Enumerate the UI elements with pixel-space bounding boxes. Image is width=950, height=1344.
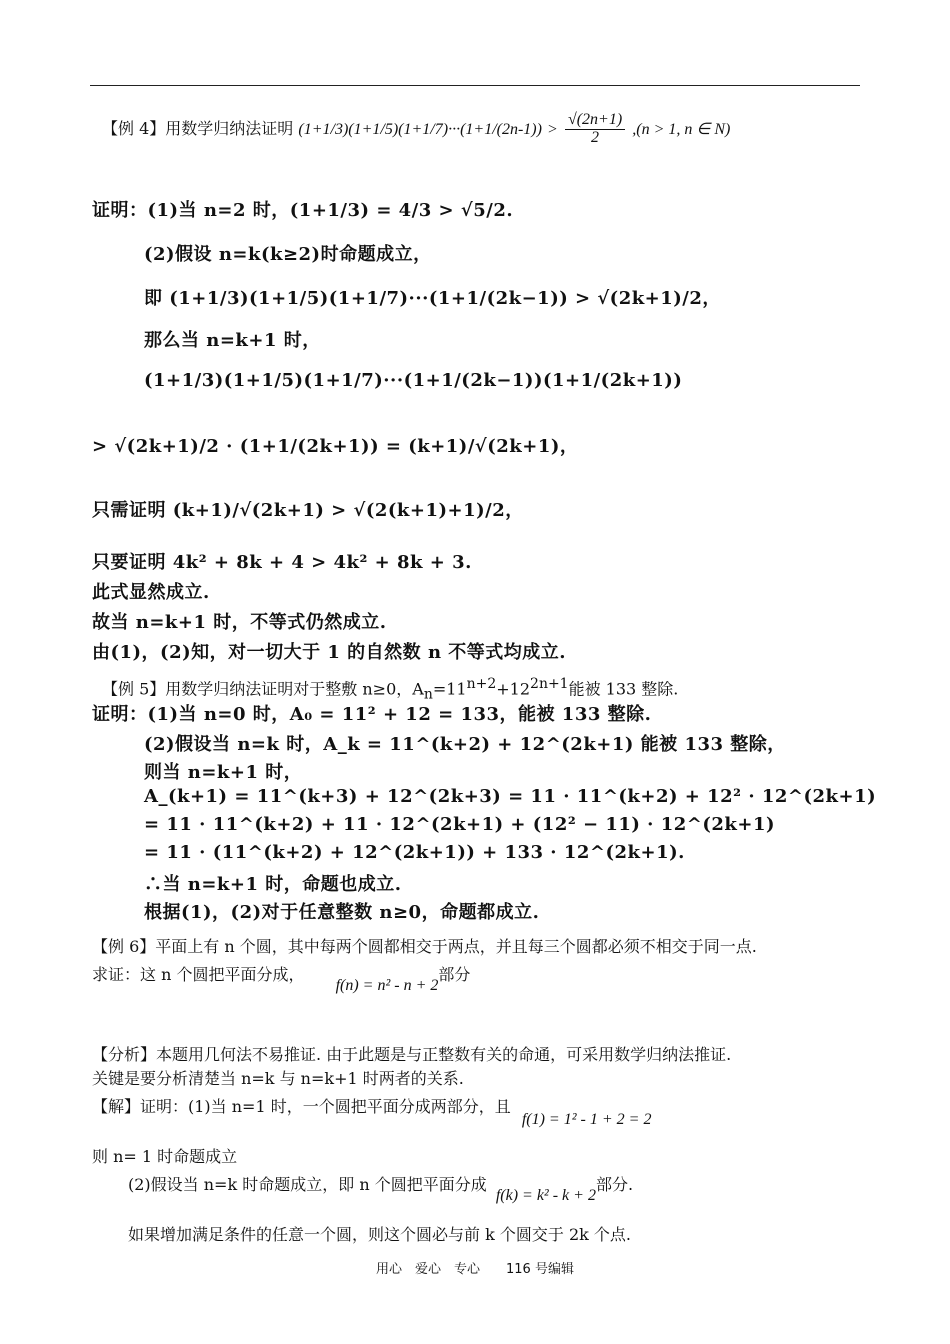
proof5-line2: (2)假设当 n=k 时，A_k = 11^(k+2) + 12^(2k+1) 能被 133 整除， — [144, 734, 786, 755]
proof4-line5: (1+1/3)(1+1/5)(1+1/7)···(1+1/(2k−1))(1+1/(2k+1)) — [144, 370, 683, 391]
solution-line2: 则 n= 1 时命题成立 — [92, 1147, 238, 1166]
ex4-rhs-den: 2 — [591, 128, 600, 146]
solution-line1 — [92, 1094, 652, 1128]
ex5-label: 【例 5】用数学归纳法证明对于整敷 n≥0，A — [102, 679, 424, 699]
proof4-line10: 故当 n=k+1 时，不等式仍然成立. — [92, 612, 387, 633]
ex4-rhs — [565, 112, 625, 147]
solution-line4: 如果增加满足条件的任意一个圆，则这个圆必与前 k 个圆交于 2k 个点. — [128, 1225, 632, 1244]
ex5-sup2: 2n+1 — [530, 676, 569, 692]
ex4-rhs-num: √(2n+1) — [565, 112, 625, 130]
proof5-line6: = 11 · (11^(k+2) + 12^(2k+1)) + 133 · 12^(2k+1). — [144, 842, 685, 863]
ex4-label: 【例 4】用数学归纳法证明 — [102, 118, 294, 138]
ex4-gt: > — [547, 120, 558, 138]
proof5-line4: A_(k+1) = 11^(k+3) + 12^(2k+3) = 11 · 11^(k+2) + 12² · 12^(2k+1) — [144, 786, 877, 807]
proof4-line3: 即 (1+1/3)(1+1/5)(1+1/7)···(1+1/(2k−1)) > √(2k+1)/2， — [144, 288, 721, 309]
page-footer: 用心 爱心 专心 116 号编辑 — [376, 1262, 574, 1277]
proof4-line1: 证明：(1)当 n=2 时，(1+1/3) = 4/3 > √5/2. — [92, 200, 514, 221]
ex5-tail: 能被 133 整除. — [568, 679, 679, 699]
ex5-sup1: n+2 — [466, 676, 497, 692]
analysis-line2: 关键是要分析清楚当 n=k 与 n=k+1 时两者的关系. — [92, 1069, 464, 1088]
ex6-formula: f(n) = n² - n + 2 — [335, 977, 439, 994]
ex6-line2-tail: 部分 — [438, 965, 471, 984]
proof4-line2: (2)假设 n=k(k≥2)时命题成立， — [144, 244, 432, 265]
ex6-line2 — [92, 962, 471, 994]
ex4-cond: ,(n > 1, n ∈ N) — [632, 120, 731, 138]
proof4-line9: 此式显然成立. — [92, 582, 210, 603]
ex4-lhs: (1+1/3)(1+1/5)(1+1/7)···(1+1/(2n-1)) — [298, 120, 542, 138]
ex6-line2-text: 求证：这 n 个圆把平面分成， — [92, 965, 305, 984]
analysis-line1: 【分析】本题用几何法不易推证. 由于此题是与正整数有关的命通，可采用数学归纳法推证. — [92, 1045, 732, 1064]
ex5-plus: +12 — [496, 679, 531, 699]
proof5-line5: = 11 · 11^(k+2) + 11 · 12^(2k+1) + (12² − 11) · 12^(2k+1) — [144, 814, 775, 835]
ex6-line1: 【例 6】平面上有 n 个圆，其中每两个圆都相交于两点，并且每三个圆都必须不相交于同一点. — [92, 937, 757, 956]
proof5-line3: 则当 n=k+1 时， — [144, 762, 303, 783]
header-rule — [90, 85, 860, 86]
ex5-statement — [102, 676, 678, 703]
solution-line3 — [128, 1172, 634, 1204]
solution-line1-text: 【解】证明：(1)当 n=1 时，一个圆把平面分成两部分，且 — [92, 1097, 511, 1116]
ex5-sub-n: n — [423, 686, 433, 703]
solution-f1: f(1) = 1² - 1 + 2 = 2 — [521, 1111, 652, 1128]
solution-line3-tail: 部分. — [595, 1175, 634, 1194]
solution-fk: f(k) = k² - k + 2 — [495, 1187, 596, 1204]
proof4-line11: 由(1)，(2)知，对一切大于 1 的自然数 n 不等式均成立. — [92, 642, 567, 663]
ex4-statement — [102, 112, 730, 147]
ex5-eq: =11 — [432, 679, 467, 699]
proof4-line8: 只要证明 4k² + 8k + 4 > 4k² + 8k + 3. — [92, 552, 472, 573]
proof5-line8: 根据(1)，(2)对于任意整数 n≥0，命题都成立. — [144, 902, 540, 923]
proof4-line4: 那么当 n=k+1 时， — [144, 330, 321, 351]
proof5-line1: 证明：(1)当 n=0 时，A₀ = 11² + 12 = 133，能被 133 整除. — [92, 704, 652, 725]
proof4-line7: 只需证明 (k+1)/√(2k+1) > √(2(k+1)+1)/2， — [92, 500, 524, 521]
solution-line3-text: (2)假设当 n=k 时命题成立，即 n 个圆把平面分成 — [128, 1175, 487, 1194]
proof5-line7: ∴当 n=k+1 时，命题也成立. — [144, 874, 402, 895]
proof4-line6: > √(2k+1)/2 · (1+1/(2k+1)) = (k+1)/√(2k+1)， — [92, 436, 579, 457]
